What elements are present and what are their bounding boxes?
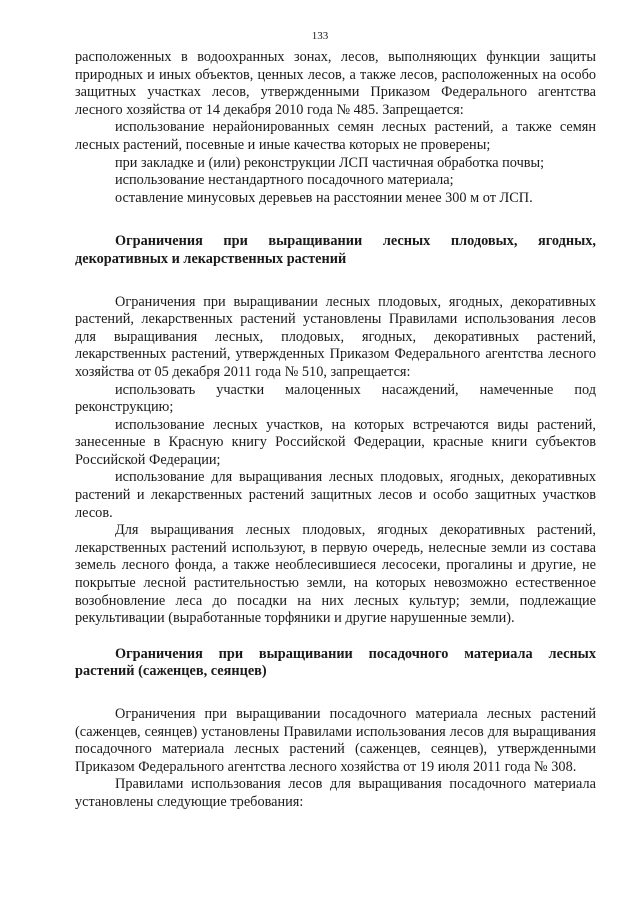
list-item: использование нерайонированных семян лесных растений, а также семян лесных растений, посевные и иные качества которых не проверены; [75, 119, 596, 153]
list-item: использование для выращивания лесных плодовых, ягодных, декоративных растений и лекарственных растений защитных лесов и особо защитных участков лесов. [75, 469, 596, 521]
list-item: использовать участки малоценных насаждений, намеченные под реконструкцию; [75, 381, 596, 416]
paragraph: Правилами использования лесов для выращивания посадочного материала установлены следующие требования: [75, 776, 596, 810]
page-content [75, 49, 596, 812]
list-item: использование нестандартного посадочного материала; [115, 172, 454, 189]
list-item: оставление минусовых деревьев на расстоянии менее 300 м от ЛСП. [115, 189, 533, 206]
paragraph: Ограничения при выращивании посадочного материала лесных растений (саженцев, сеянцев) установлены Правилами использования лесов для выращивания посадочного материала лесных растений (саженцев, сеянцев), утвержденными Приказом Федерального агентства лесного хозяйства от 19 июля 2011 года № 308. [75, 706, 596, 775]
paragraph-continuation: расположенных в водоохранных зонах, лесов, выполняющих функции защиты природных и иных объектов, ценных лесов, а также лесов, расположенных на особо защитных участках лесов, утвержденными Приказом Федерального агентства лесного хозяйства от 14 декабря 2010 года № 485. Запрещается: [75, 49, 596, 118]
list-item: использование лесных участков, на которых встречаются виды растений, занесенные в Красную книгу Российской Федерации, красные книги субъектов Российской Федерации; [75, 416, 596, 468]
page-number: 133 [311, 30, 329, 42]
paragraph: Для выращивания лесных плодовых, ягодных декоративных растений, лекарственных растений используют, в первую очередь, нелесные земли из состава земель лесного фонда, а также необлесившиеся лесосеки, прогалины и другие, не покрытые лесной растительностью земли, на которых невозможно естественное возобновление леса до посадки на них лесных культур; земли, подлежащие рекультивации (выработанные торфяники и другие нарушенные земли). [75, 522, 596, 627]
paragraph: Ограничения при выращивании лесных плодовых, ягодных, декоративных растений, лекарственных растений установлены Правилами использования лесов для выращивания лесных, плодовых, ягодных, декоративных растений, лекарственных растений, утвержденных Приказом Федерального агентства лесного хозяйства от 05 декабря 2011 года № 510, запрещается: [75, 293, 596, 380]
section-heading: Ограничения при выращивании лесных плодовых, ягодных, декоративных и лекарственных растений [75, 233, 596, 267]
section-heading: Ограничения при выращивании посадочного материала лесных растений (саженцев, сеянцев) [75, 645, 596, 680]
list-item: при закладке и (или) реконструкции ЛСП частичная обработка почвы; [115, 154, 545, 171]
